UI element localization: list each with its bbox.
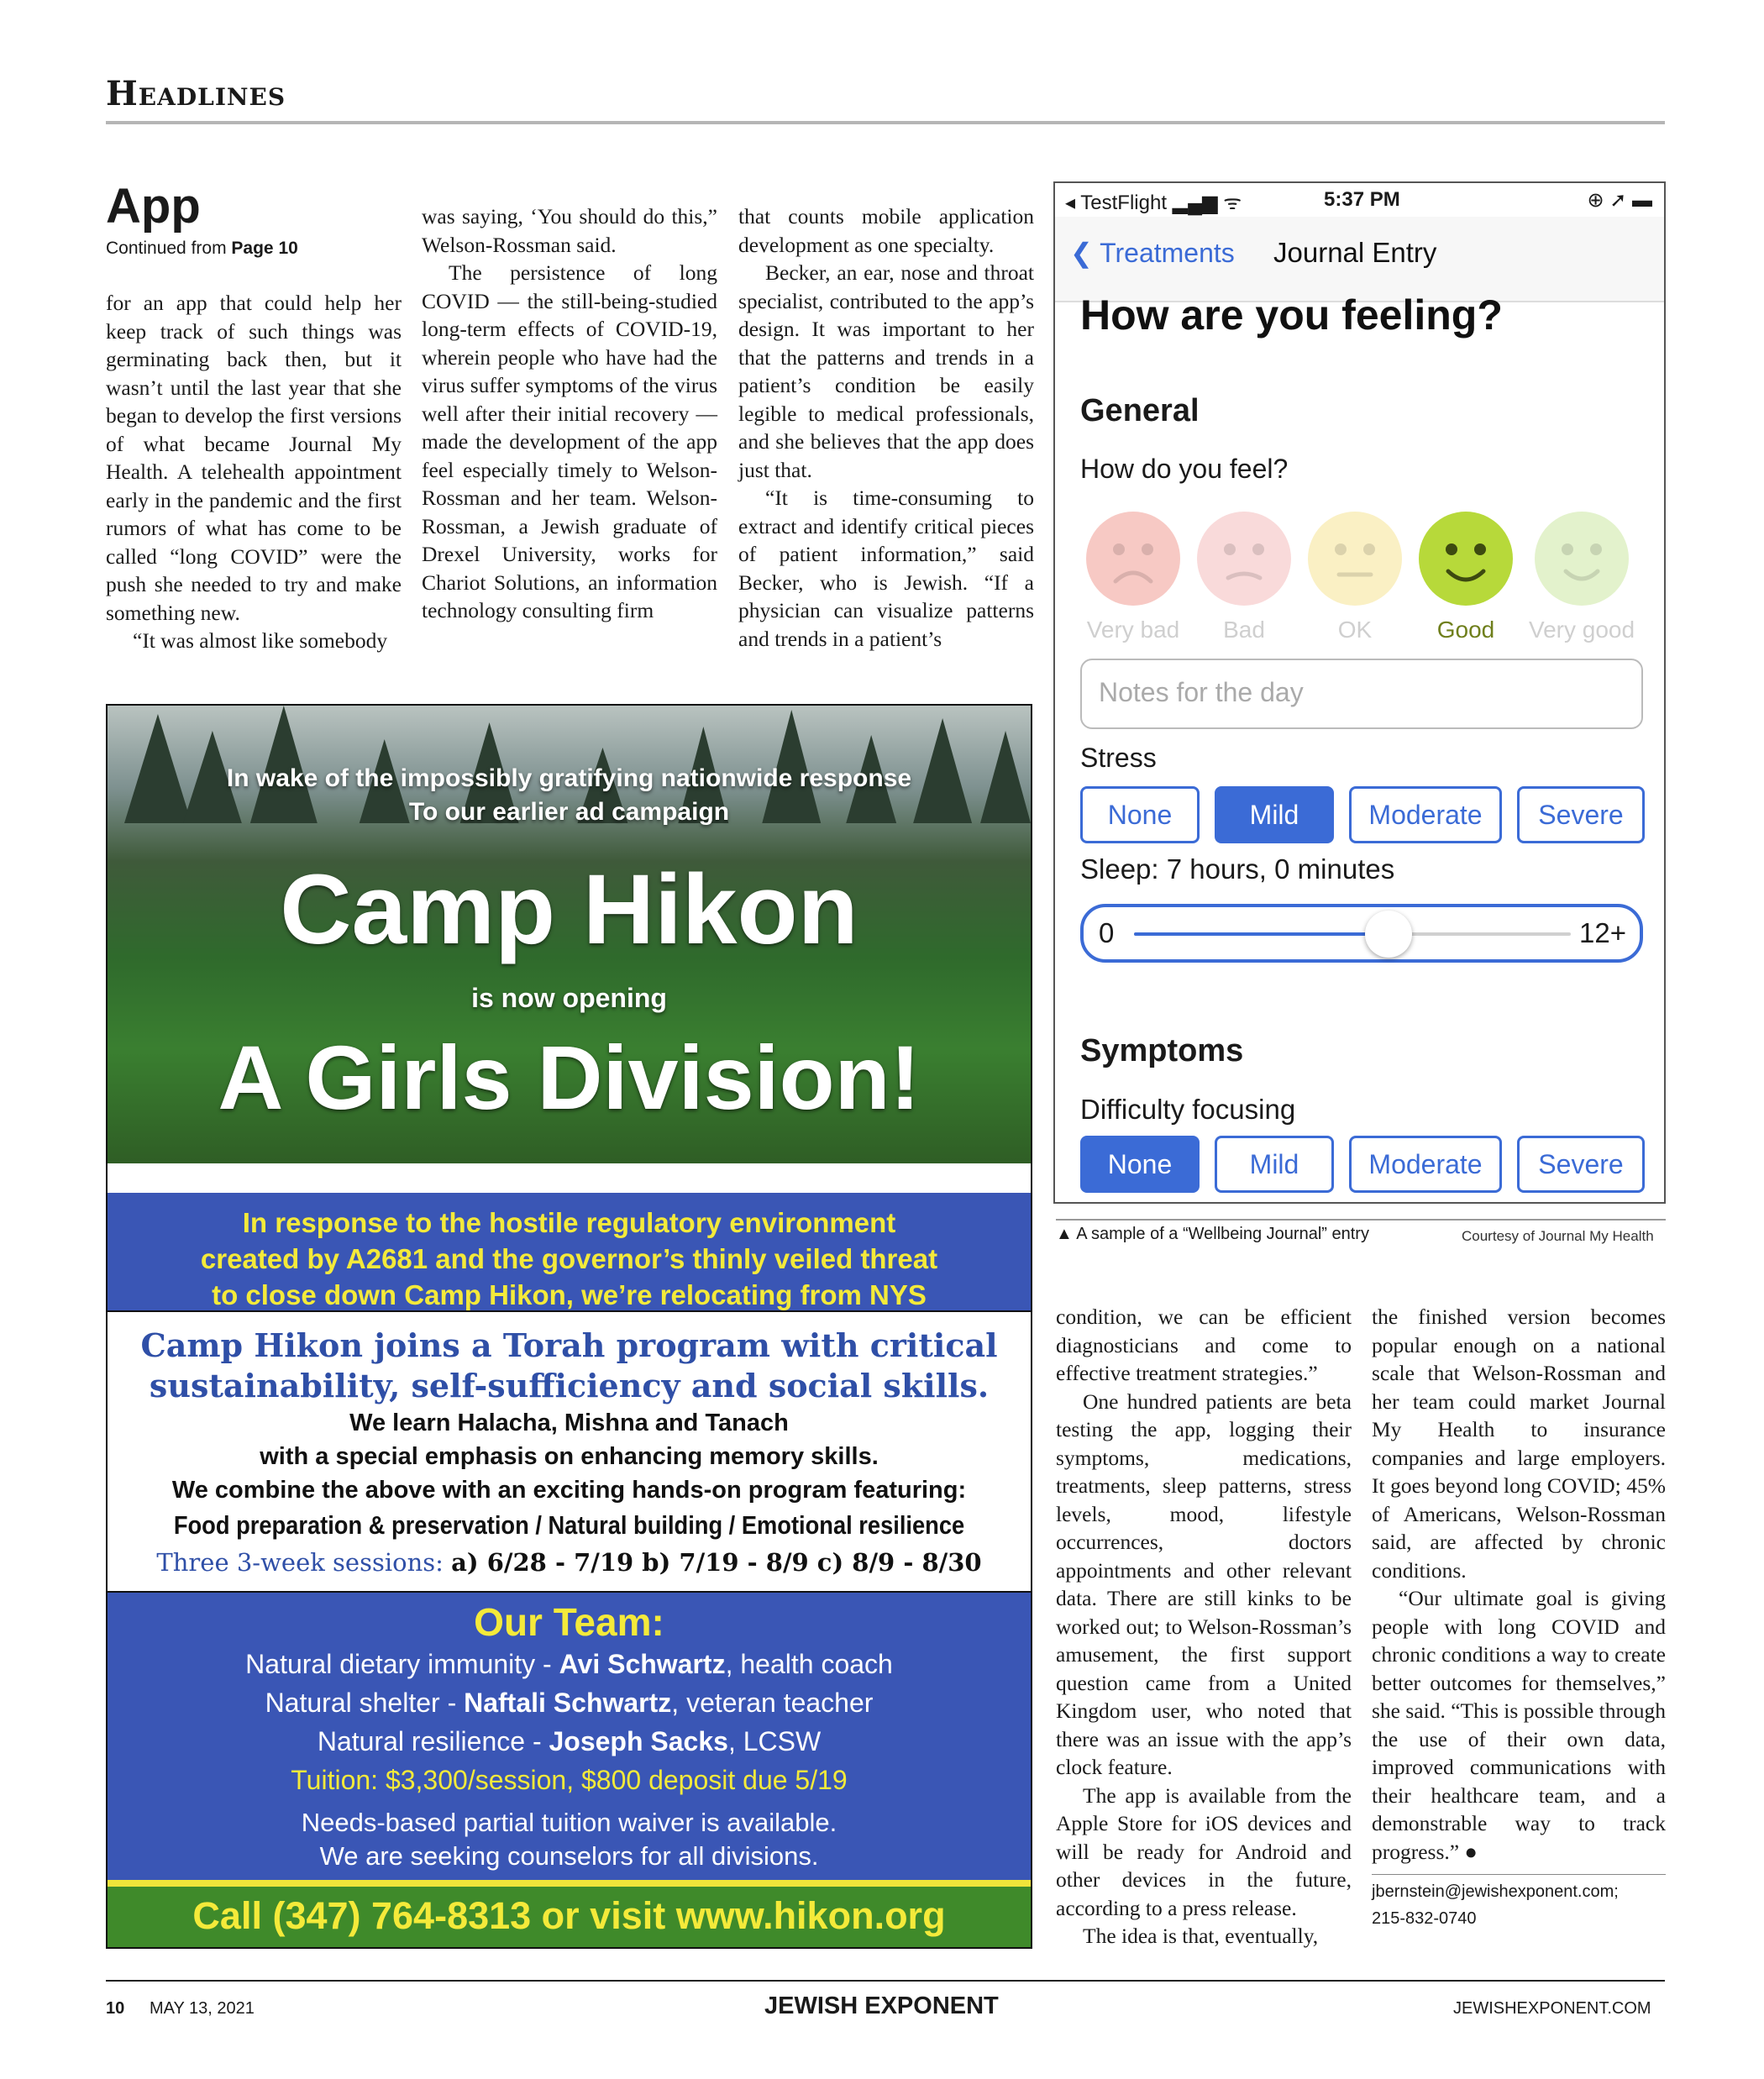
- page-number: 10: [106, 1999, 125, 2018]
- back-button[interactable]: [1070, 237, 1235, 269]
- stress-label: Stress: [1080, 743, 1157, 773]
- ad-needs-line: We are seeking counselors for all divisions.: [319, 1841, 819, 1871]
- publication-name: JEWISH EXPONENT: [764, 1992, 999, 2019]
- team-name: Avi Schwartz: [559, 1649, 726, 1679]
- paragraph: “It was almost like somebody: [133, 628, 388, 653]
- ad-call-to-action: Call (347) 764-8313 or visit www.hikon.org: [108, 1887, 1031, 1949]
- section-general: General: [1080, 393, 1200, 428]
- author-phone: 215-832-0740: [1372, 1909, 1477, 1928]
- ad-emphasis-line: with a special emphasis on enhancing memory skills.: [260, 1443, 879, 1470]
- ad-girls-division: A Girls Division!: [218, 1026, 921, 1128]
- slider-fill: [1134, 932, 1389, 936]
- mood-label: Good: [1436, 617, 1495, 643]
- slider-min-label: 0: [1099, 917, 1115, 948]
- ad-combine-line: We combine the above with an exciting hands-on program featuring:: [171, 1477, 967, 1504]
- battery-icon: ⊕ ➚ ▬: [1587, 189, 1652, 212]
- ad-team-member: [108, 1683, 1031, 1722]
- footer-rule: [106, 1980, 1665, 1982]
- article-column-3: [738, 202, 1034, 653]
- team-name: Naftali Schwartz: [464, 1688, 672, 1718]
- ad-program-info: [108, 1312, 1031, 1593]
- paragraph: One hundred patients are beta testing the app, logging their symptoms, medications, treatments, sleep patterns, stress levels, mood, lifestyle occurrences, doctors appointments and other relevant data. There are still kinks to be worked out; to Welson-Rossman’s amusement, the first support question came from a United Kingdom user, who noted that there was an issue with the app’s clock feature.: [1056, 1389, 1352, 1779]
- article-column-2: [422, 202, 717, 625]
- team-role: Natural shelter -: [265, 1688, 465, 1718]
- notes-input[interactable]: Notes for the day: [1080, 659, 1643, 729]
- status-time: 5:37 PM: [1324, 188, 1400, 211]
- paragraph: The app is available from the Apple Store for iOS devices and will be ready for Android and other devices in the future, according to a press release.: [1056, 1782, 1352, 1920]
- focus-severe-button[interactable]: Severe: [1517, 1136, 1645, 1193]
- ad-needs-line: Needs-based partial tuition waiver is available.: [301, 1808, 837, 1837]
- caption-rule: [1056, 1219, 1666, 1221]
- team-role: Natural dietary immunity -: [245, 1649, 559, 1679]
- stress-severe-button[interactable]: Severe: [1517, 786, 1645, 843]
- paragraph: the finished version becomes popular enough on a national scale that Welson-Rossman and her team could market Journal My Health to insurance companies and large employers. It goes beyond long COVID; 45% of Americans, Welson-Rossman said, are affected by chronic conditions.: [1372, 1305, 1666, 1583]
- article-column-4: [1056, 1303, 1352, 1950]
- ad-team-member: [108, 1645, 1031, 1683]
- paragraph: was saying, ‘You should do this,” Welson-Rossman said.: [422, 204, 717, 257]
- paragraph: that counts mobile application development as one specialty.: [738, 204, 1034, 257]
- paragraph: for an app that could help her keep track of such things was germinating back then, but it wasn’t until the last year that she began to develop the first versions of what became Journal My Health. A telehealth appointment early in the pandemic and the first rumors of what has come to be called “long COVID” were the push she needed to try and make something new.: [106, 291, 402, 625]
- ad-torah-line: sustainability, self-sufficiency and social skills.: [149, 1367, 990, 1404]
- article-column-5: [1372, 1303, 1666, 1932]
- mood-label: OK: [1337, 617, 1373, 643]
- slider-thumb[interactable]: [1365, 911, 1412, 958]
- ad-learn-line: We learn Halacha, Mishna and Tanach: [349, 1410, 789, 1436]
- team-name: Joseph Sacks: [549, 1726, 728, 1756]
- mood-face-bad[interactable]: [1196, 511, 1292, 606]
- status-app: ◂ TestFlight ▂▄▆ ᯤ: [1065, 192, 1242, 214]
- team-role: Natural resilience -: [317, 1726, 549, 1756]
- ad-divider: [108, 1880, 1031, 1887]
- ad-torah-line: Camp Hikon joins a Torah program with critical: [140, 1326, 998, 1364]
- stress-none-button[interactable]: None: [1080, 786, 1200, 843]
- chevron-left-icon: ❮: [1070, 238, 1093, 268]
- photo-credit: Courtesy of Journal My Health: [1462, 1228, 1654, 1244]
- ad-hero-image: [108, 706, 1031, 1163]
- ad-tuition: Tuition: $3,300/session, $800 deposit due 5/19: [291, 1765, 848, 1795]
- focus-moderate-button[interactable]: Moderate: [1349, 1136, 1502, 1193]
- header-rule: [106, 121, 1665, 124]
- ad-notice-line: In response to the hostile regulatory environment: [242, 1207, 896, 1238]
- ad-notice-line: created by A2681 and the governor’s thinly veiled threat: [200, 1243, 938, 1274]
- camp-hikon-ad: [106, 704, 1032, 1949]
- focus-none-button[interactable]: None: [1080, 1136, 1200, 1193]
- face-icon: [1196, 511, 1292, 606]
- team-title: , health coach: [725, 1649, 893, 1679]
- author-contact: [1372, 1874, 1666, 1932]
- app-screenshot: [1053, 181, 1666, 1204]
- stress-moderate-button[interactable]: Moderate: [1349, 786, 1502, 843]
- publication-site: JEWISHEXPONENT.COM: [1453, 1999, 1651, 2018]
- mood-label: Bad: [1223, 617, 1265, 643]
- signal-icon: ▂▄▆ ᯤ: [1172, 192, 1242, 214]
- face-icon: [1418, 511, 1514, 606]
- focus-question: Difficulty focusing: [1080, 1094, 1296, 1125]
- slider-track: [1134, 932, 1571, 936]
- paragraph: Becker, an ear, nose and throat specialist, contributed to the app’s design. It was important to her that the patterns and trends in a patient’s condition be easily legible to medical professionals, and she believes that the app does just that.: [738, 260, 1034, 482]
- ad-sessions: [108, 1544, 1031, 1581]
- slider-max-label: 12+: [1579, 917, 1626, 948]
- mood-face-very-good[interactable]: [1534, 511, 1630, 606]
- feel-question: How do you feel?: [1080, 454, 1289, 484]
- ad-now-opening: is now opening: [471, 983, 667, 1013]
- ad-team-member: [108, 1722, 1031, 1761]
- ad-intro-line: In wake of the impossibly gratifying nationwide response: [226, 764, 912, 792]
- ad-team-section: [108, 1593, 1031, 1880]
- face-icon: [1534, 511, 1630, 606]
- team-title: , LCSW: [727, 1726, 822, 1756]
- mood-face-very-bad[interactable]: [1085, 511, 1181, 606]
- status-bar: [1055, 183, 1664, 217]
- ad-relocation-notice: [108, 1193, 1031, 1312]
- photo-caption: ▲ A sample of a “Wellbeing Journal” entry: [1056, 1225, 1369, 1243]
- ad-sessions-label: Three 3-week sessions:: [156, 1548, 444, 1577]
- mood-face-good[interactable]: [1418, 511, 1514, 606]
- sleep-label: Sleep: 7 hours, 0 minutes: [1080, 853, 1395, 885]
- paragraph: condition, we can be efficient diagnosticians and come to effective treatment strategies.”: [1056, 1305, 1352, 1385]
- team-title: , veteran teacher: [671, 1688, 874, 1718]
- stress-mild-button[interactable]: Mild: [1215, 786, 1334, 843]
- page-title: How are you feeling?: [1080, 291, 1503, 339]
- continued-page: Page 10: [231, 239, 298, 258]
- back-label: Treatments: [1100, 238, 1235, 268]
- ad-team-heading: Our Team:: [474, 1600, 664, 1644]
- face-icon: [1085, 511, 1181, 606]
- article-column-1: [106, 289, 402, 655]
- paragraph: “Our ultimate goal is giving people with long COVID and chronic conditions a way to create better outcomes for themselves,” she said. “This is possible through the use of their own data, improved communications with their healthcare team, and a demonstrable way to track progress.” ●: [1372, 1586, 1666, 1864]
- section-title: Headlines: [106, 74, 286, 113]
- paragraph: The persistence of long COVID — the still-being-studied long-term effects of COVID-19, wherein people who have had the virus suffer symptoms of the virus well after their initial recovery — made the development of the app feel especially timely to Welson-Rossman and her team. Welson-Rossman, a Jewish graduate of Drexel University, works for Chariot Solutions, an information technology consulting firm: [422, 260, 717, 622]
- article-title: App: [106, 179, 201, 234]
- nav-title: Journal Entry: [1273, 237, 1437, 268]
- paragraph: The idea is that, eventually,: [1083, 1924, 1319, 1948]
- ad-notice-line: to close down Camp Hikon, we’re relocating from NYS: [212, 1279, 927, 1310]
- ad-spacer: [108, 1163, 1031, 1192]
- nav-bar: [1055, 217, 1664, 302]
- author-email[interactable]: jbernstein@jewishexponent.com;: [1372, 1882, 1619, 1901]
- section-symptoms: Symptoms: [1080, 1033, 1244, 1068]
- mood-label: Very good: [1528, 617, 1635, 643]
- sleep-slider[interactable]: [1080, 904, 1643, 963]
- ad-intro-line: To our earlier ad campaign: [408, 798, 730, 826]
- ad-food-line: Food preparation & preservation / Natural building / Emotional resilience: [173, 1510, 965, 1540]
- focus-mild-button[interactable]: Mild: [1215, 1136, 1334, 1193]
- continued-from: [106, 239, 298, 259]
- mood-face-ok[interactable]: [1307, 511, 1403, 606]
- face-icon: [1307, 511, 1403, 606]
- ad-needs: [108, 1806, 1031, 1873]
- continued-prefix: Continued from: [106, 239, 232, 258]
- ad-session-dates: a) 6/28 - 7/19 b) 7/19 - 8/9 c) 8/9 - 8/30: [451, 1548, 982, 1577]
- paragraph: “It is time-consuming to extract and identify critical pieces of patient information,” said Becker, who is Jewish. “If a physician can visualize patterns and trends in a patient’s: [738, 486, 1034, 651]
- issue-date: MAY 13, 2021: [150, 1999, 255, 2018]
- mood-label: Very bad: [1086, 617, 1180, 643]
- ad-camp-name: Camp Hikon: [280, 854, 858, 965]
